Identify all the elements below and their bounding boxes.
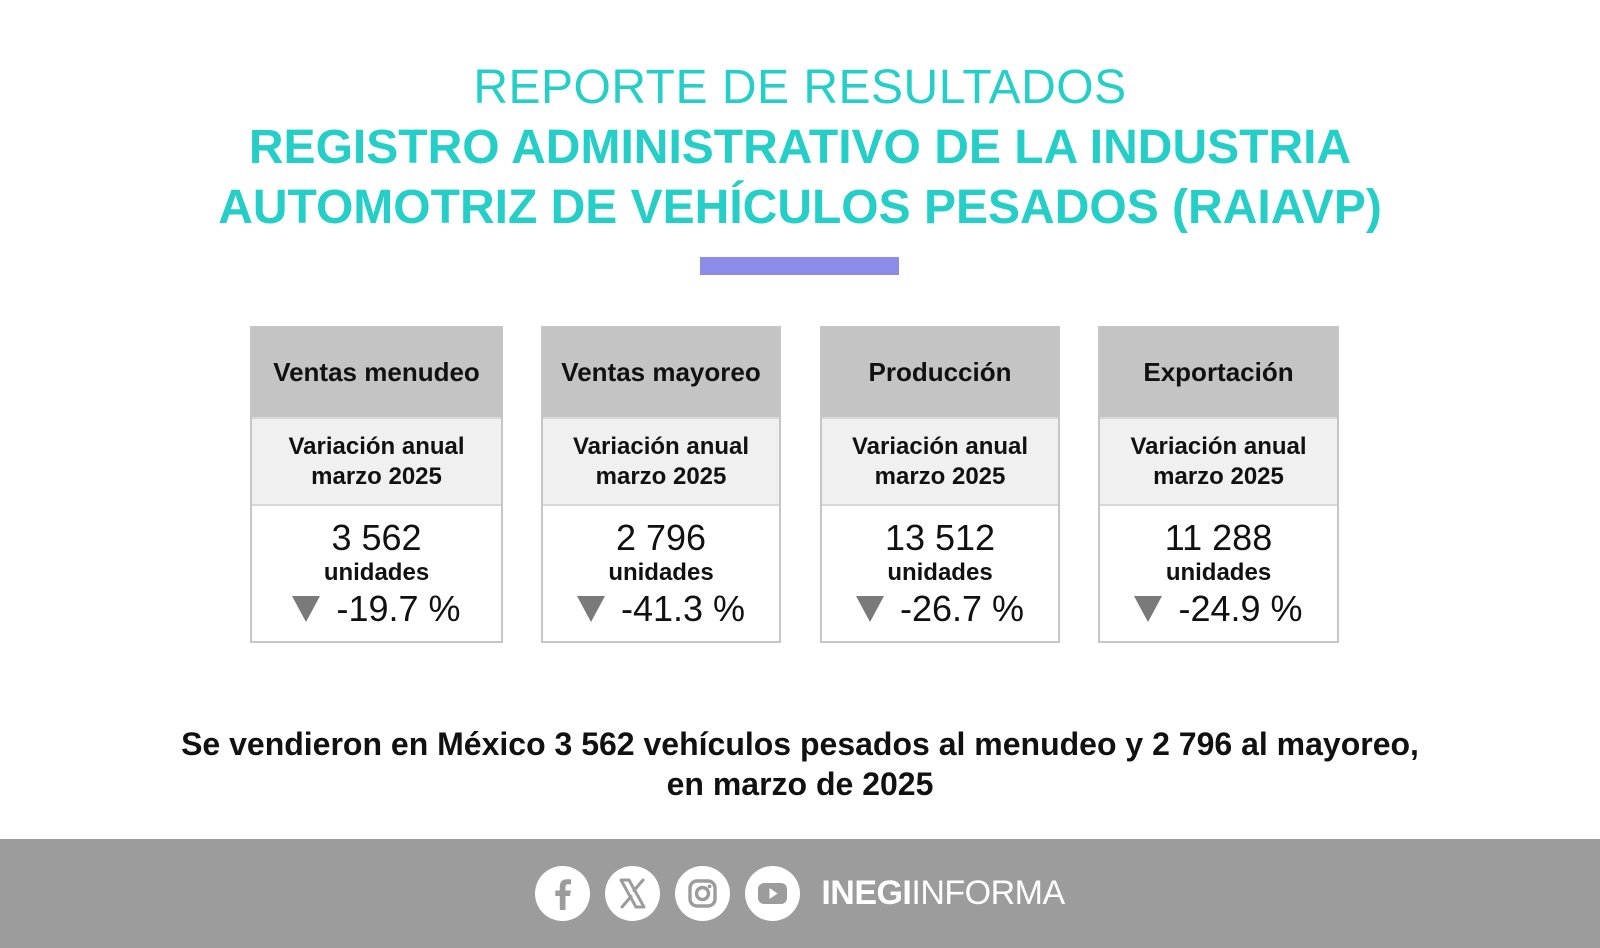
report-title-line2: AUTOMOTRIZ DE VEHÍCULOS PESADOS (RAIAVP) (218, 181, 1382, 234)
header-divider (700, 257, 899, 275)
card-change (292, 588, 460, 630)
x-icon[interactable] (605, 866, 660, 921)
card-subtitle-line1: Variación anual (851, 432, 1029, 460)
card-change (577, 588, 745, 630)
card-body (543, 506, 779, 641)
summary-line2: en marzo de 2025 (666, 766, 934, 802)
card-body (252, 506, 501, 641)
card-subtitle-line2: marzo 2025 (874, 462, 1006, 490)
summary-text (0, 724, 1600, 804)
triangle-down-icon (1134, 596, 1162, 622)
card-subtitle-line1: Variación anual (572, 432, 750, 460)
card-subtitle (252, 417, 501, 506)
card-subtitle-line2: marzo 2025 (595, 462, 727, 490)
card-change-value: -24.9 % (1178, 587, 1303, 629)
card-title: Ventas menudeo (252, 328, 501, 417)
card-body (1100, 506, 1337, 641)
card-title: Exportación (1100, 328, 1337, 417)
card-unit: unidades (1165, 558, 1272, 586)
card-subtitle (822, 417, 1058, 506)
report-kicker: REPORTE DE RESULTADOS (473, 61, 1127, 114)
card-value: 11 288 (1164, 516, 1273, 558)
indicator-cards (0, 326, 1600, 643)
card-unit: unidades (608, 558, 714, 586)
instagram-icon[interactable] (675, 866, 730, 921)
card-produccion (820, 326, 1060, 643)
card-value: 2 796 (615, 516, 707, 558)
youtube-icon[interactable] (745, 866, 800, 921)
card-unit: unidades (887, 558, 993, 586)
summary-line1: Se vendieron en México 3 562 vehículos pesados al menudeo y 2 796 al mayoreo, (181, 726, 1419, 762)
card-value: 3 562 (331, 516, 422, 558)
card-change (856, 588, 1024, 630)
card-change-value: -26.7 % (899, 587, 1025, 629)
card-subtitle (1100, 417, 1337, 506)
card-subtitle-line2: marzo 2025 (1153, 462, 1284, 490)
footer-bar (0, 839, 1600, 948)
triangle-down-icon (577, 596, 605, 622)
brand-bold: INEGI (821, 874, 912, 912)
card-body (822, 506, 1058, 641)
card-change-value: -19.7 % (336, 587, 461, 629)
card-subtitle-line1: Variación anual (288, 432, 465, 460)
card-ventas-menudeo (250, 326, 503, 643)
triangle-down-icon (292, 596, 320, 622)
card-title: Producción (822, 328, 1058, 417)
facebook-icon[interactable] (535, 866, 590, 921)
report-title-line1: REGISTRO ADMINISTRATIVO DE LA INDUSTRIA (248, 121, 1352, 174)
inegi-informa-logo[interactable] (821, 874, 1064, 913)
card-value: 13 512 (884, 516, 996, 558)
card-ventas-mayoreo (541, 326, 781, 643)
card-exportacion (1098, 326, 1339, 643)
card-title: Ventas mayoreo (543, 328, 779, 417)
card-unit: unidades (323, 558, 430, 586)
card-change-value: -41.3 % (620, 587, 746, 629)
brand-regular: INFORMA (911, 874, 1065, 912)
card-change (1134, 588, 1302, 630)
card-subtitle (543, 417, 779, 506)
card-subtitle-line1: Variación anual (1130, 432, 1307, 460)
triangle-down-icon (856, 596, 884, 622)
card-subtitle-line2: marzo 2025 (311, 462, 442, 490)
social-links (535, 866, 1064, 921)
report-header (0, 58, 1600, 238)
